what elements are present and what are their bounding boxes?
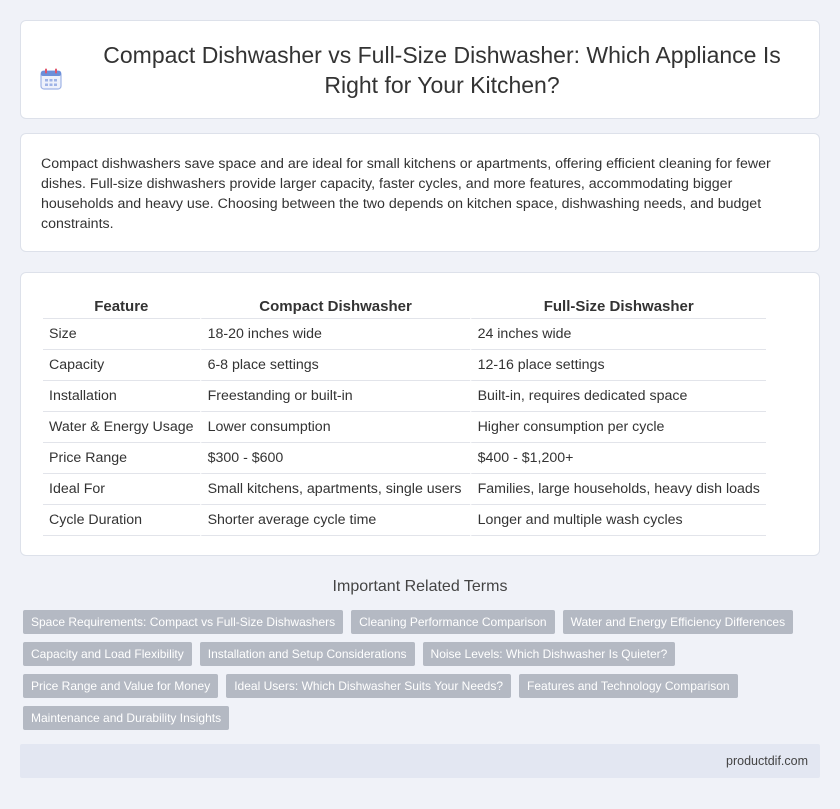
related-term-tag[interactable]: Water and Energy Efficiency Differences [563, 610, 794, 634]
footer [20, 744, 820, 778]
table-cell: Cycle Duration [43, 505, 200, 536]
related-term-tag[interactable]: Features and Technology Comparison [519, 674, 738, 698]
table-row [43, 474, 766, 505]
related-term-tag[interactable]: Capacity and Load Flexibility [23, 642, 192, 666]
table-row [43, 319, 766, 350]
intro-card [20, 133, 820, 252]
page-title: Compact Dishwasher vs Full-Size Dishwasher: Which Appliance Is Right for Your Kitchen? [103, 41, 781, 98]
table-row [43, 443, 766, 474]
table-cell: 18-20 inches wide [200, 319, 470, 350]
related-term-tag[interactable]: Price Range and Value for Money [23, 674, 218, 698]
table-cell: $300 - $600 [200, 443, 470, 474]
comparison-table [43, 293, 766, 536]
related-term-tag[interactable]: Noise Levels: Which Dishwasher Is Quieter? [423, 642, 676, 666]
table-cell: Water & Energy Usage [43, 412, 200, 443]
table-cell: Freestanding or built-in [200, 381, 470, 412]
comparison-card [20, 272, 820, 556]
table-cell: 12-16 place settings [470, 350, 766, 381]
intro-paragraph: Compact dishwashers save space and are ideal for small kitchens or apartments, offering efficient cleaning for fewer dishes. Full-size dishwashers provide larger capacity, faster cycles, and more features, accommodating bigger households and heavy use. Choosing between the two depends on kitchen space, dishwashing needs, and budget constraints. [41, 156, 771, 232]
calendar-icon [38, 66, 64, 92]
table-cell: $400 - $1,200+ [470, 443, 766, 474]
title-card [20, 20, 820, 119]
title-wrap [18, 40, 822, 100]
table-cell: Size [43, 319, 200, 350]
table-cell: Families, large households, heavy dish loads [470, 474, 766, 505]
related-term-tag[interactable]: Maintenance and Durability Insights [23, 706, 229, 730]
table-header-row [43, 293, 766, 319]
table-cell: Installation [43, 381, 200, 412]
related-term-tag[interactable]: Cleaning Performance Comparison [351, 610, 554, 634]
related-term-tag[interactable]: Space Requirements: Compact vs Full-Size Dishwashers [23, 610, 343, 634]
table-cell: Capacity [43, 350, 200, 381]
table-cell: Small kitchens, apartments, single users [200, 474, 470, 505]
table-row [43, 505, 766, 536]
table-row [43, 350, 766, 381]
table-cell: Lower consumption [200, 412, 470, 443]
related-terms-list [23, 610, 803, 738]
table-cell: Shorter average cycle time [200, 505, 470, 536]
related-terms-heading: Important Related Terms [332, 578, 508, 595]
header-feature: Feature [43, 293, 200, 319]
footer-site-link[interactable]: productdif.com [726, 754, 808, 768]
related-term-tag[interactable]: Installation and Setup Considerations [200, 642, 415, 666]
table-cell: Built-in, requires dedicated space [470, 381, 766, 412]
table-cell: Higher consumption per cycle [470, 412, 766, 443]
table-cell: Longer and multiple wash cycles [470, 505, 766, 536]
table-cell: 24 inches wide [470, 319, 766, 350]
header-compact: Compact Dishwasher [200, 293, 470, 319]
table-cell: Ideal For [43, 474, 200, 505]
table-row [43, 412, 766, 443]
table-row [43, 381, 766, 412]
related-term-tag[interactable]: Ideal Users: Which Dishwasher Suits Your Needs? [226, 674, 511, 698]
header-full-size: Full-Size Dishwasher [470, 293, 766, 319]
table-cell: 6-8 place settings [200, 350, 470, 381]
table-cell: Price Range [43, 443, 200, 474]
